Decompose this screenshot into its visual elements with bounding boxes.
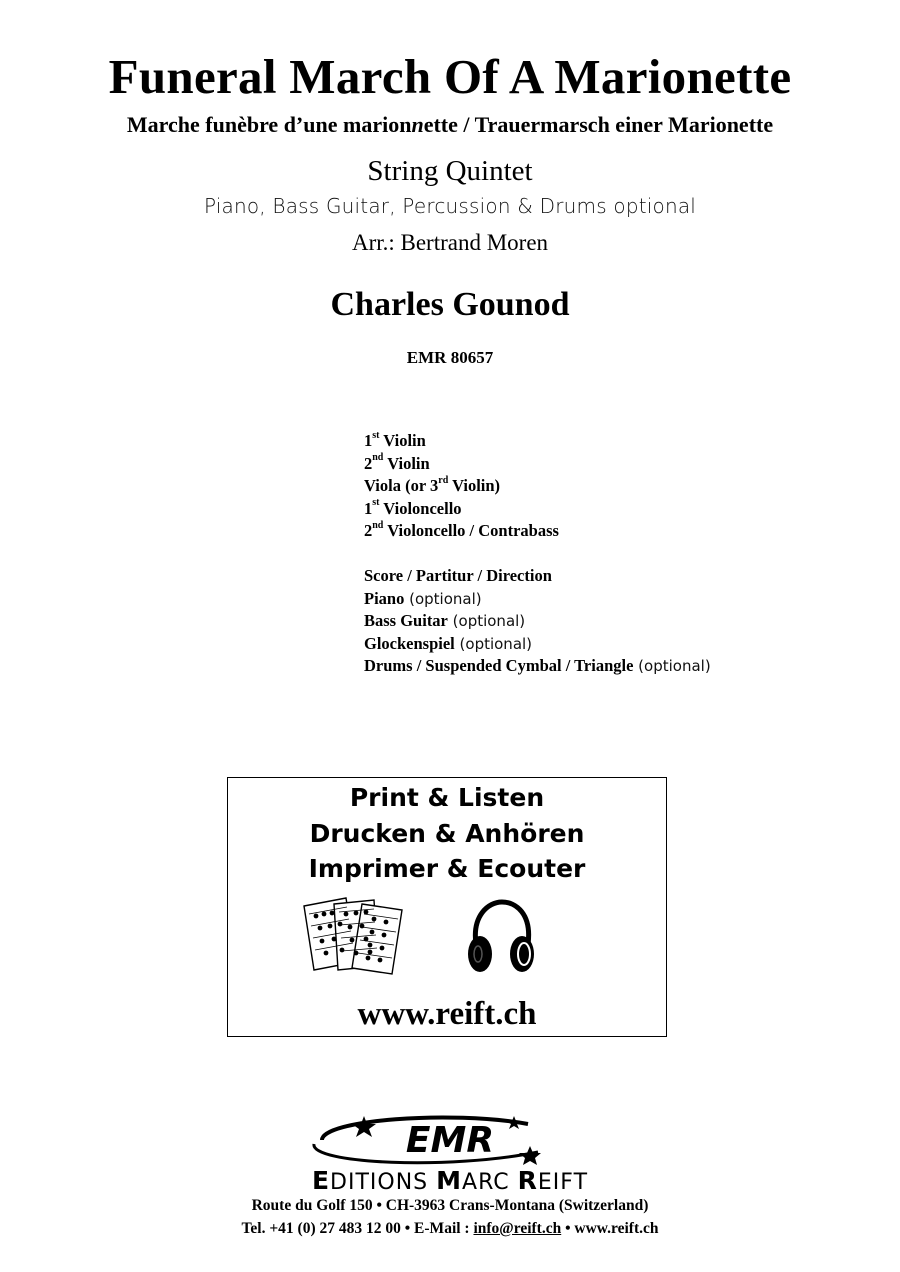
part-violin-2	[364, 453, 711, 476]
extra-score	[364, 565, 711, 588]
part-ordinal: st	[372, 429, 380, 441]
optional-instruments: Piano, Bass Guitar, Percussion & Drums optional	[203, 194, 697, 218]
website-link[interactable]: www.reift.ch	[357, 996, 537, 1032]
publisher-address: Route du Golf 150 • CH-3963 Crans-Montana (Switzerland)	[251, 1197, 649, 1214]
publisher-name	[0, 1166, 900, 1195]
publisher-initial: R	[517, 1166, 538, 1195]
part-cello-2	[364, 520, 711, 543]
part-ordinal: st	[372, 497, 380, 509]
part-cello-1	[364, 498, 711, 521]
print-listen-en: Print & Listen	[349, 783, 545, 812]
extra-note: (optional)	[454, 634, 533, 653]
part-num: 2	[364, 521, 373, 541]
headphones-icon	[466, 898, 536, 976]
emr-logo	[300, 1112, 600, 1168]
extra-piano	[364, 588, 711, 611]
extra-label: Drums / Suspended Cymbal / Triangle	[364, 656, 634, 676]
subtitle	[0, 112, 900, 138]
extra-note: (optional)	[404, 589, 482, 608]
publisher-initial: M	[436, 1166, 463, 1195]
contact-web: • www.reift.ch	[561, 1220, 659, 1237]
sheet-music-icon	[300, 896, 412, 976]
catalog-number: EMR 80657	[406, 348, 494, 367]
part-num: 1	[364, 431, 373, 450]
part-ordinal: rd	[438, 474, 449, 486]
part-num: 1	[364, 498, 373, 518]
ensemble: String Quintet	[367, 155, 533, 187]
part-violin-1	[364, 430, 711, 453]
extra-glockenspiel	[364, 633, 711, 656]
publisher-word: DITIONS	[330, 1170, 437, 1195]
subtitle-part-1: Marche funèbre d’une marion	[126, 112, 412, 137]
contact-phone: Tel. +41 (0) 27 483 12 00 • E-Mail :	[241, 1220, 474, 1237]
extra-drums	[364, 655, 711, 678]
print-listen-fr: Imprimer & Ecouter	[308, 854, 586, 883]
extra-note: (optional)	[633, 657, 711, 676]
part-num: 2	[364, 453, 373, 473]
arranger: Arr.: Bertrand Moren	[351, 230, 549, 255]
part-ordinal: nd	[372, 519, 384, 531]
print-listen-de: Drucken & Anhören	[309, 819, 585, 848]
publisher-word: EIFT	[537, 1170, 589, 1195]
part-label: Violin)	[448, 476, 501, 496]
part-label: Violoncello	[379, 498, 462, 518]
part-viola	[364, 475, 711, 498]
part-label: Violoncello / Contrabass	[383, 521, 559, 541]
publisher-contact	[0, 1220, 900, 1238]
emr-logo-text: EMR	[405, 1120, 495, 1161]
extra-label: Piano	[364, 588, 405, 608]
page-title: Funeral March Of A Marionette	[108, 49, 792, 104]
part-label: Viola (or 3	[364, 476, 439, 496]
publisher-initial: E	[311, 1166, 331, 1195]
extra-label: Bass Guitar	[364, 611, 448, 631]
extra-label: Score / Partitur / Direction	[364, 565, 552, 585]
extra-label: Glockenspiel	[364, 633, 455, 653]
subtitle-part-2: n	[411, 112, 424, 137]
print-listen-box	[227, 777, 667, 1037]
extra-note: (optional)	[447, 612, 526, 631]
part-label: Violin	[379, 431, 426, 450]
extra-bass-guitar	[364, 610, 711, 633]
part-label: Violin	[383, 453, 430, 473]
composer: Charles Gounod	[330, 286, 570, 323]
part-ordinal: nd	[372, 452, 384, 464]
subtitle-part-3: ette / Trauermarsch einer Marionette	[423, 112, 774, 137]
publisher-word: ARC	[462, 1170, 518, 1195]
email-link[interactable]: info@reift.ch	[473, 1220, 562, 1237]
parts-list	[364, 430, 711, 678]
